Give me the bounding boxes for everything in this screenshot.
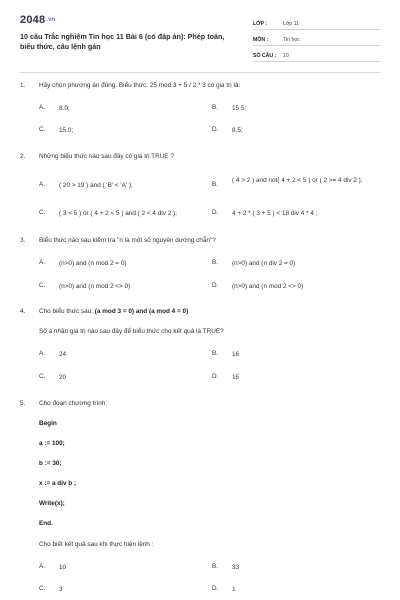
- site-logo[interactable]: [20, 14, 56, 26]
- document-title: 10 câu Trắc nghiệm Tin học 11 Bài 6 (có đáp án): Phép toán, biểu thức, câu lệnh gán: [20, 32, 225, 51]
- question-text: Biểu thức nào sau kiểm tra "n là một số nguyên dương chẵn"?: [39, 237, 216, 244]
- question-number: 2.: [20, 153, 26, 160]
- option-text: 3: [59, 586, 63, 593]
- option-text: 8.0;: [59, 105, 70, 112]
- code-line: b := 30;: [39, 460, 62, 467]
- option-label: C.: [39, 209, 46, 216]
- meta-value: Lớp 11: [283, 21, 299, 27]
- option-label: B.: [212, 181, 219, 188]
- option-text: 4 + 2 * ( 3 + 5 ) < 18 div 4 * 4 ;: [232, 210, 318, 217]
- meta-key: MÔN :: [253, 37, 269, 43]
- option-label: A.: [39, 259, 46, 266]
- option-text: (n>0) and (n mod 2 <> 0): [232, 283, 304, 290]
- code-line: Begin: [39, 420, 57, 427]
- logo-suffix: .vn: [46, 17, 56, 24]
- question-number: 5.: [20, 400, 26, 407]
- option-text: ( 3 < 5 ) or ( 4 + 2 < 5 ) and ( 2 < 4 div 2 );: [59, 210, 177, 217]
- meta-key: LỚP :: [253, 21, 268, 27]
- option-label: C.: [39, 373, 46, 380]
- meta-row-class: [253, 14, 381, 30]
- meta-value: 10: [283, 53, 289, 59]
- question-number: 3.: [20, 237, 26, 244]
- meta-value: Tin học: [283, 37, 300, 43]
- question-subtext: Số a nhận giá trị nào sau đây để biểu thức cho kết quả là TRUE?: [39, 328, 224, 335]
- code-line: Write(x);: [39, 500, 65, 507]
- option-text: 10: [59, 564, 67, 571]
- option-label: C.: [39, 585, 46, 592]
- header-divider: [20, 72, 380, 73]
- option-label: C.: [39, 282, 46, 289]
- option-text: 15.5;: [232, 105, 247, 112]
- code-line: End.: [39, 520, 53, 527]
- option-text: ( 20 > 19 ) and ( 'B' < 'A' );: [59, 182, 133, 189]
- option-text: 8.5;: [232, 127, 243, 134]
- question-expression: (a mod 3 = 0) and (a mod 4 = 0): [94, 308, 189, 315]
- option-text: 15.0;: [59, 127, 74, 134]
- option-text: 20: [59, 374, 67, 381]
- option-text: 15: [232, 374, 240, 381]
- option-label: D.: [212, 373, 219, 380]
- option-label: A.: [39, 563, 46, 570]
- option-label: A.: [39, 104, 46, 111]
- option-label: B.: [212, 350, 219, 357]
- question-text: Cho đoạn chương trình:: [39, 400, 108, 407]
- code-line: a := 100;: [39, 440, 65, 447]
- option-label: A.: [39, 350, 46, 357]
- meta-row-subject: [253, 30, 381, 46]
- question-subtext: Cho biết kết quả sau khi thực hiện lệnh :: [39, 541, 154, 548]
- option-label: B.: [212, 259, 219, 266]
- logo-text: 2048: [20, 14, 46, 26]
- option-label: C.: [39, 126, 46, 133]
- option-label: D.: [212, 209, 219, 216]
- question-text: Hãy chọn phương án đúng. Biểu thức: 25 mod 3 + 5 / 2 * 3 có giá trị là:: [39, 82, 241, 89]
- option-label: D.: [212, 126, 219, 133]
- question-number: 1.: [20, 82, 26, 89]
- meta-key: SỐ CÂU :: [253, 53, 277, 59]
- question-text-prefix: Cho biểu thức sau:: [39, 308, 95, 315]
- option-text: ( 4 > 2 ) and not( 4 + 2 < 5 ) or ( 2 >= 4 div 2 );: [232, 177, 363, 184]
- option-label: A.: [39, 181, 46, 188]
- option-text: (n>0) and (n mod 2 <> 0): [59, 283, 131, 290]
- question-text: [39, 308, 379, 315]
- option-text: 24: [59, 351, 67, 358]
- meta-row-count: [253, 46, 381, 62]
- option-text: 1: [232, 586, 236, 593]
- meta-info: [253, 14, 381, 62]
- option-text: (n>0) and (n div 2 = 0): [232, 260, 296, 267]
- question-text: Những biểu thức nào sau đây có giá trị TRUE ?: [39, 153, 174, 160]
- option-label: D.: [212, 282, 219, 289]
- option-label: B.: [212, 104, 219, 111]
- option-label: B.: [212, 563, 219, 570]
- option-text: 33: [232, 564, 240, 571]
- question-number: 4.: [20, 308, 26, 315]
- option-text: 16: [232, 351, 240, 358]
- code-line: x := a div b ;: [39, 480, 77, 487]
- option-label: D.: [212, 585, 219, 592]
- option-text: (n>0) and (n mod 2 = 0): [59, 260, 127, 267]
